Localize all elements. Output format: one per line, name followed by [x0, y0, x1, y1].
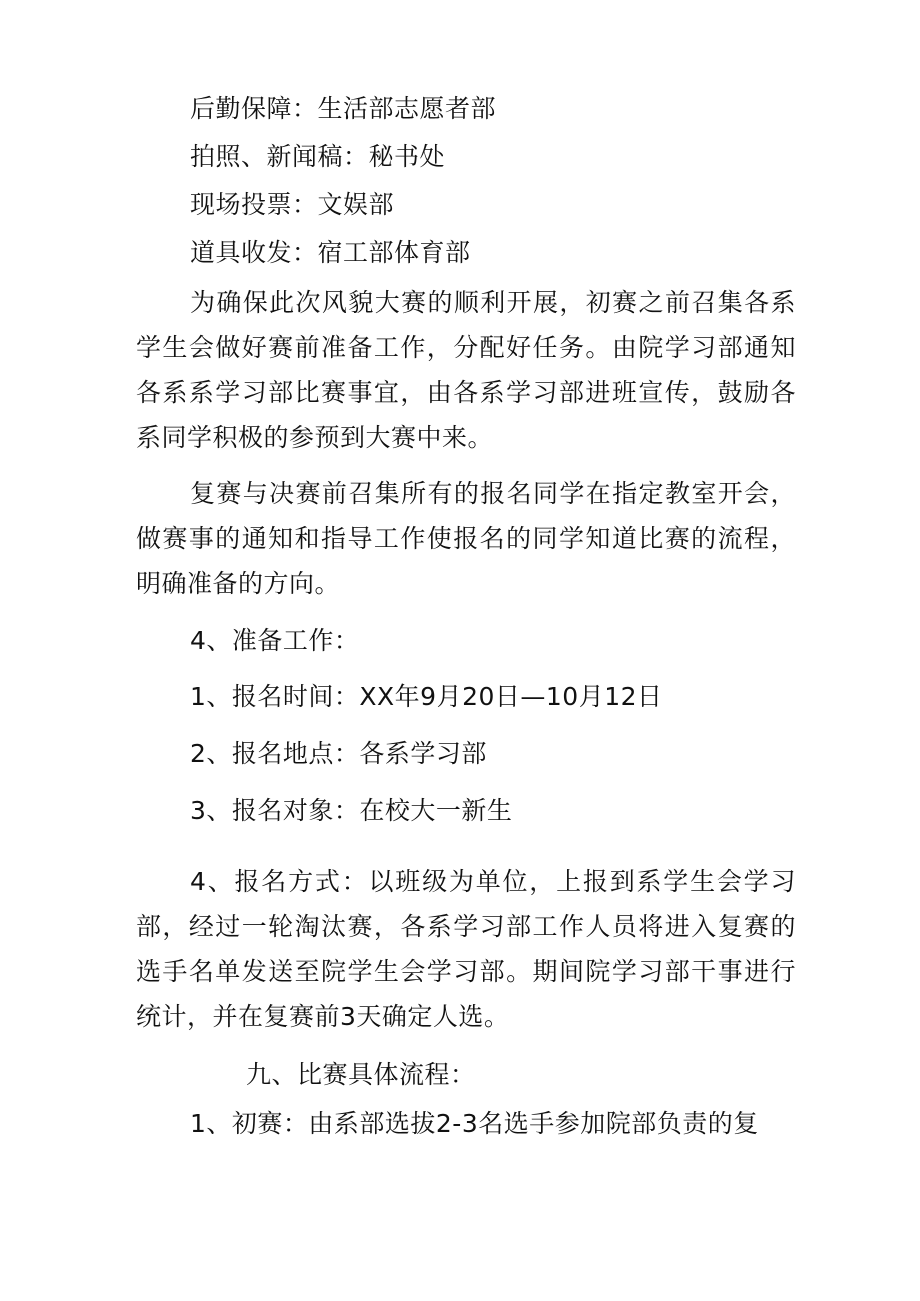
assignment-photo-news: 拍照、新闻稿：秘书处	[190, 142, 446, 171]
prep-item-time: 1、报名时间：XX年9月20日—10月12日	[190, 682, 663, 711]
assignment-logistics: 后勤保障：生活部志愿者部	[190, 94, 497, 123]
prep-item-target: 3、报名对象：在校大一新生	[190, 796, 513, 825]
section-heading-flow: 九、比赛具体流程：	[246, 1060, 476, 1089]
paragraph-preliminary: 1、初赛：由系部选拔2-3名选手参加院部负责的复	[190, 1109, 759, 1138]
prep-item-location: 2、报名地点：各系学习部	[190, 739, 487, 768]
assignment-voting: 现场投票：文娱部	[190, 190, 395, 219]
paragraph-signup-method: 4、报名方式：以班级为单位，上报到系学生会学习部，经过一轮淘汰赛，各系学习部工作人员将进入复赛的选手名单发送至院学生会学习部。期间院学习部干事进行统计，并在复赛前3天确定人选。	[136, 867, 796, 1031]
assignment-props: 道具收发：宿工部体育部	[190, 238, 471, 267]
section-heading-prep: 4、准备工作：	[190, 626, 360, 655]
paragraph-preparation: 为确保此次风貌大赛的顺利开展，初赛之前召集各系学生会做好赛前准备工作，分配好任务。由院学习部通知各系系学习部比赛事宜，由各系学习部进班宣传，鼓励各系同学积极的参预到大赛中来。	[136, 288, 796, 452]
paragraph-meeting: 复赛与决赛前召集所有的报名同学在指定教室开会，做赛事的通知和指导工作使报名的同学知道比赛的流程，明确准备的方向。	[136, 479, 796, 598]
